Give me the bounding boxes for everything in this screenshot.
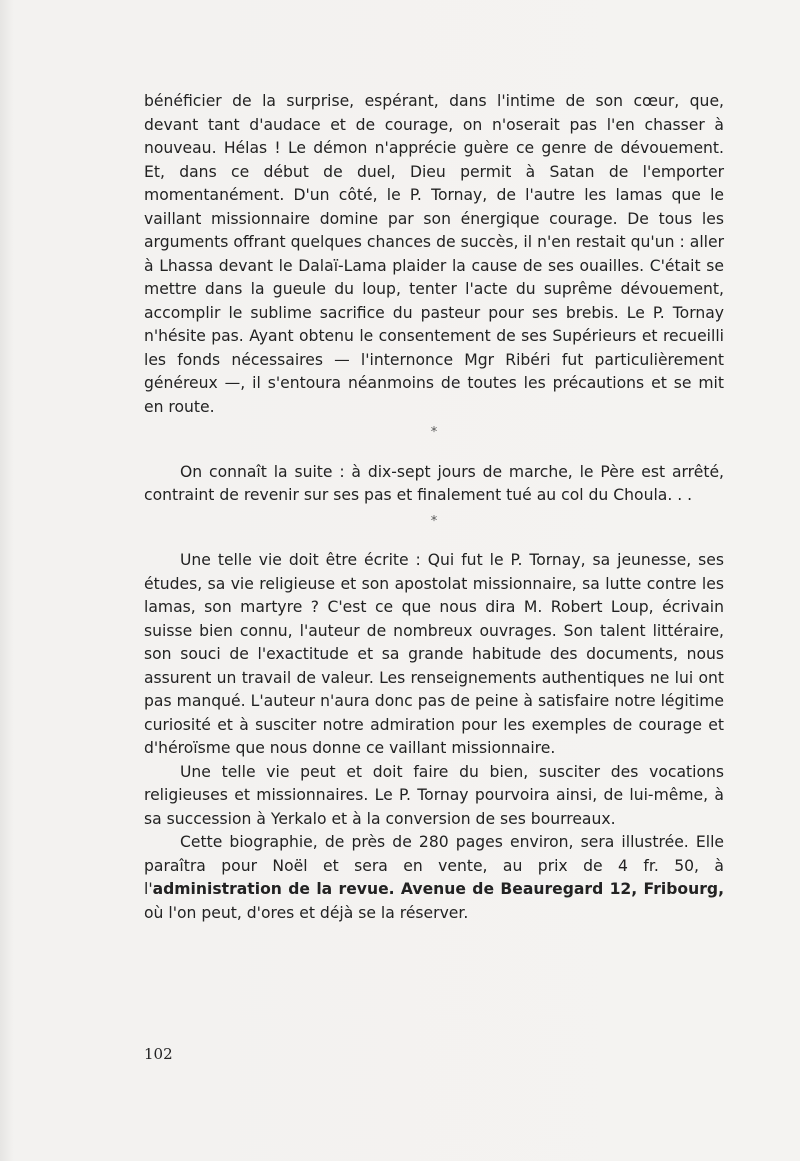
- paragraph-5-end: où l'on peut, d'ores et déjà se la réserver.: [144, 903, 469, 922]
- paragraph-5: [144, 831, 724, 925]
- paragraph-5-start: Cette biographie, de près de 280 pages environ, sera illustrée. Elle paraîtra pour Noël et sera en vente, au prix de 4 fr. 50, à l': [144, 833, 724, 898]
- publisher-address: administration de la revue. Avenue de Beauregard 12, Fribourg,: [152, 880, 724, 898]
- paragraph-2: On connaît la suite : à dix-sept jours de marche, le Père est arrêté, contraint de revenir sur ses pas et finalement tué au col du Choula. . .: [144, 462, 724, 504]
- section-separator-1: *: [430, 425, 438, 440]
- page-number: 102: [144, 1045, 173, 1063]
- paragraph-1: bénéficier de la surprise, espérant, dans l'intime de son cœur, que, devant tant d'audace et de courage, on n'oserait pas l'en chasser à nouveau. Hélas ! Le démon n'apprécie guère ce genre de dévouement. Et, dans ce début de duel, Dieu permit à Satan de l'emporter momentanément. D'un côté, le P. Tornay, de l'autre les lamas que le vaillant missionnaire domine par son énergique courage. De tous les arguments offrant quelques chances de succès, il n'en restait qu'un : aller à Lhassa devant le Dalaï-Lama plaider la cause de ses ouailles. C'était se mettre dans la gueule du loup, tenter l'acte du suprême dévouement, accomplir le sublime sacrifice du pasteur pour ses brebis. Le P. Tornay n'hésite pas. Ayant obtenu le consentement de ses Supérieurs et recueilli les fonds nécessaires — l'internonce Mgr Ribéri fut particulièrement généreux —, il s'entoura néanmoins de toutes les précautions et se mit en route.: [144, 92, 724, 416]
- section-separator-2: *: [430, 513, 438, 529]
- body-text: [144, 90, 724, 925]
- paragraph-3: Une telle vie doit être écrite : Qui fut le P. Tornay, sa jeunesse, ses études, sa vie religieuse et son apostolat missionnaire, sa lutte contre les lamas, son martyre ? C'est ce que nous dira M. Robert Loup, écrivain suisse bien connu, l'auteur de nombreux ouvrages. Son talent littéraire, son souci de l'exactitude et sa grande habitude des documents, nous assurent un travail de valeur. Les renseignements authentiques ne lui ont pas manqué. L'auteur n'aura donc pas de peine à satisfaire notre légitime curiosité et à susciter notre admiration pour les exemples de courage et d'héroïsme que nous donne ce vaillant missionnaire.: [144, 551, 724, 757]
- paragraph-4: Une telle vie peut et doit faire du bien, susciter des vocations religieuses et missionnaires. Le P. Tornay pourvoira ainsi, de lui-même, à sa succession à Yerkalo et à la conversion de ses bourreaux.: [144, 762, 724, 828]
